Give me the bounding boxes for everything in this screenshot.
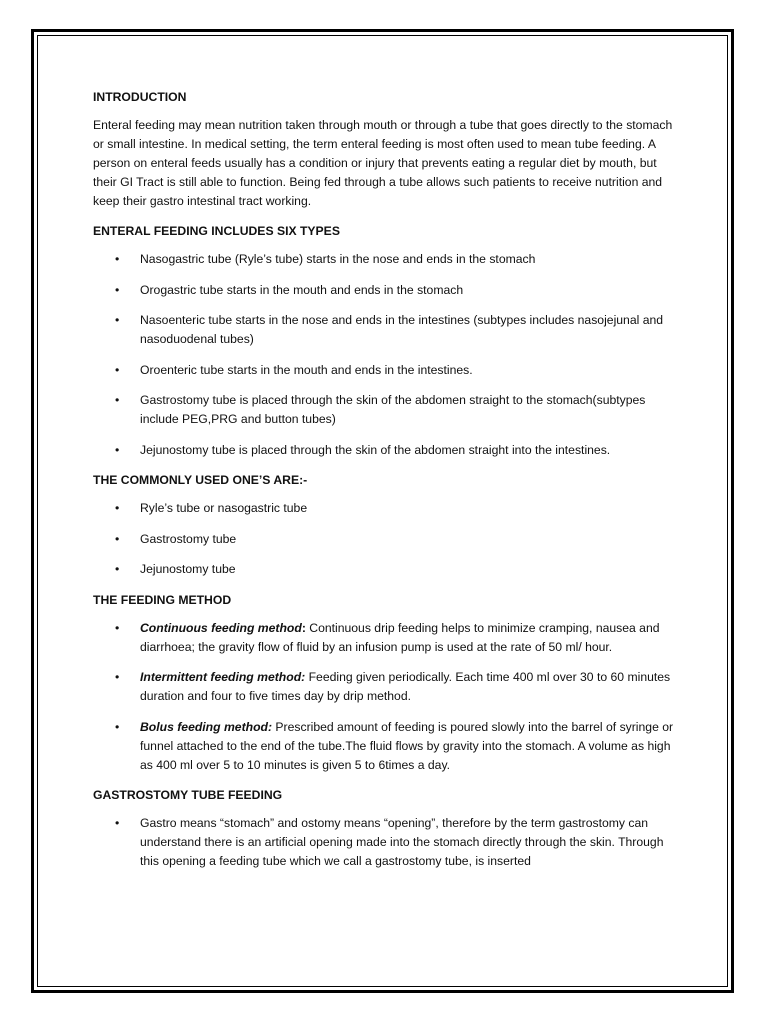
document-body: [93, 88, 683, 883]
bullet-icon: •: [115, 501, 120, 515]
list-item: [93, 619, 683, 657]
list-item-text: Orogastric tube starts in the mouth and ends in the stomach: [140, 282, 464, 297]
method-label: Intermittent feeding method: [140, 670, 302, 684]
list-item: [93, 718, 683, 775]
list-item: [93, 250, 683, 269]
method-text: Feeding given periodically. Each time 400 ml over 30 to 60 minutes duration and four to five times day by drip method.: [140, 670, 671, 703]
list-item: [93, 281, 683, 300]
heading-feeding-method: THE FEEDING METHOD: [93, 592, 232, 607]
heading-gastrostomy-tube-feeding: GASTROSTOMY TUBE FEEDING: [93, 788, 283, 802]
method-colon: :: [301, 670, 306, 684]
list-item: [93, 668, 683, 706]
bullet-icon: •: [115, 282, 120, 297]
bullet-icon: •: [115, 531, 120, 546]
six-types-list: [93, 250, 683, 460]
list-item-text: Nasoenteric tube starts in the nose and ends in the intestines (subtypes includes nasojejunal and nasoduodenal tubes): [140, 313, 664, 346]
bullet-icon: •: [115, 393, 120, 407]
method-label: Bolus feeding method:: [140, 719, 273, 734]
list-item: [93, 499, 683, 518]
bullet-icon: •: [115, 562, 120, 576]
list-item-text: Ryle’s tube or nasogastric tube: [140, 501, 308, 515]
feeding-method-list: [93, 619, 683, 775]
gastrostomy-list: [93, 814, 683, 871]
bullet-icon: •: [115, 252, 120, 266]
bullet-icon: •: [115, 816, 120, 830]
list-item-text: Oroenteric tube starts in the mouth and ends in the intestines.: [140, 362, 473, 377]
commonly-used-list: [93, 499, 683, 579]
method-text: Continuous drip feeding helps to minimize cramping, nausea and diarrhoea; the gravity flow of fluid by an infusion pump is used at the rate of 50 ml/ hour.: [140, 620, 660, 654]
bullet-icon: •: [115, 719, 120, 734]
list-item: [93, 530, 683, 549]
list-item: [93, 311, 683, 349]
bullet-icon: •: [115, 442, 120, 457]
heading-six-types: ENTERAL FEEDING INCLUDES SIX TYPES: [93, 224, 340, 238]
method-colon: :: [301, 620, 306, 635]
heading-introduction: INTRODUCTION: [93, 90, 187, 104]
heading-commonly-used: THE COMMONLY USED ONE’S ARE:-: [93, 473, 308, 487]
list-item-text: Nasogastric tube (Ryle’s tube) starts in the nose and ends in the stomach: [140, 252, 536, 266]
introduction-paragraph: Enteral feeding may mean nutrition taken through mouth or through a tube that goes directly to the stomach or small intestine. In medical setting, the term enteral feeding is most often used to mean tube feeding. A person on enteral feeds usually has a condition or injury that prevents eating a regular diet by mouth, but their GI Tract is still able to function. Being fed through a tube allows such patients to receive nutrition and keep their gastro intestinal tract working.: [93, 118, 673, 208]
list-item: [93, 391, 683, 429]
list-item: [93, 441, 683, 460]
method-label: Continuous feeding method: [140, 620, 302, 635]
list-item-text: Gastrostomy tube is placed through the skin of the abdomen straight to the stomach(subtypes include PEG,PRG and button tubes): [140, 393, 646, 426]
method-text: Prescribed amount of feeding is poured slowly into the barrel of syringe or funnel attached to the end of the tube.The fluid flows by gravity into the stomach. A volume as high as 400 ml over 5 to 10 minutes is given 5 to 6times a day.: [140, 719, 674, 772]
bullet-icon: •: [115, 620, 120, 635]
bullet-icon: •: [115, 670, 120, 684]
list-item: [93, 560, 683, 579]
list-item-text: Gastro means “stomach” and ostomy means “opening”, therefore by the term gastrostomy can understand there is an artificial opening made into the stomach directly through the skin. Through this opening a feeding tube which we call a gastrostomy tube, is inserted: [140, 816, 664, 868]
bullet-icon: •: [115, 362, 120, 377]
list-item-text: Gastrostomy tube: [140, 531, 237, 546]
list-item-text: Jejunostomy tube is placed through the skin of the abdomen straight into the intestines.: [140, 442, 611, 457]
bullet-icon: •: [115, 313, 120, 327]
list-item-text: Jejunostomy tube: [140, 562, 236, 576]
list-item: [93, 814, 683, 871]
list-item: [93, 361, 683, 380]
